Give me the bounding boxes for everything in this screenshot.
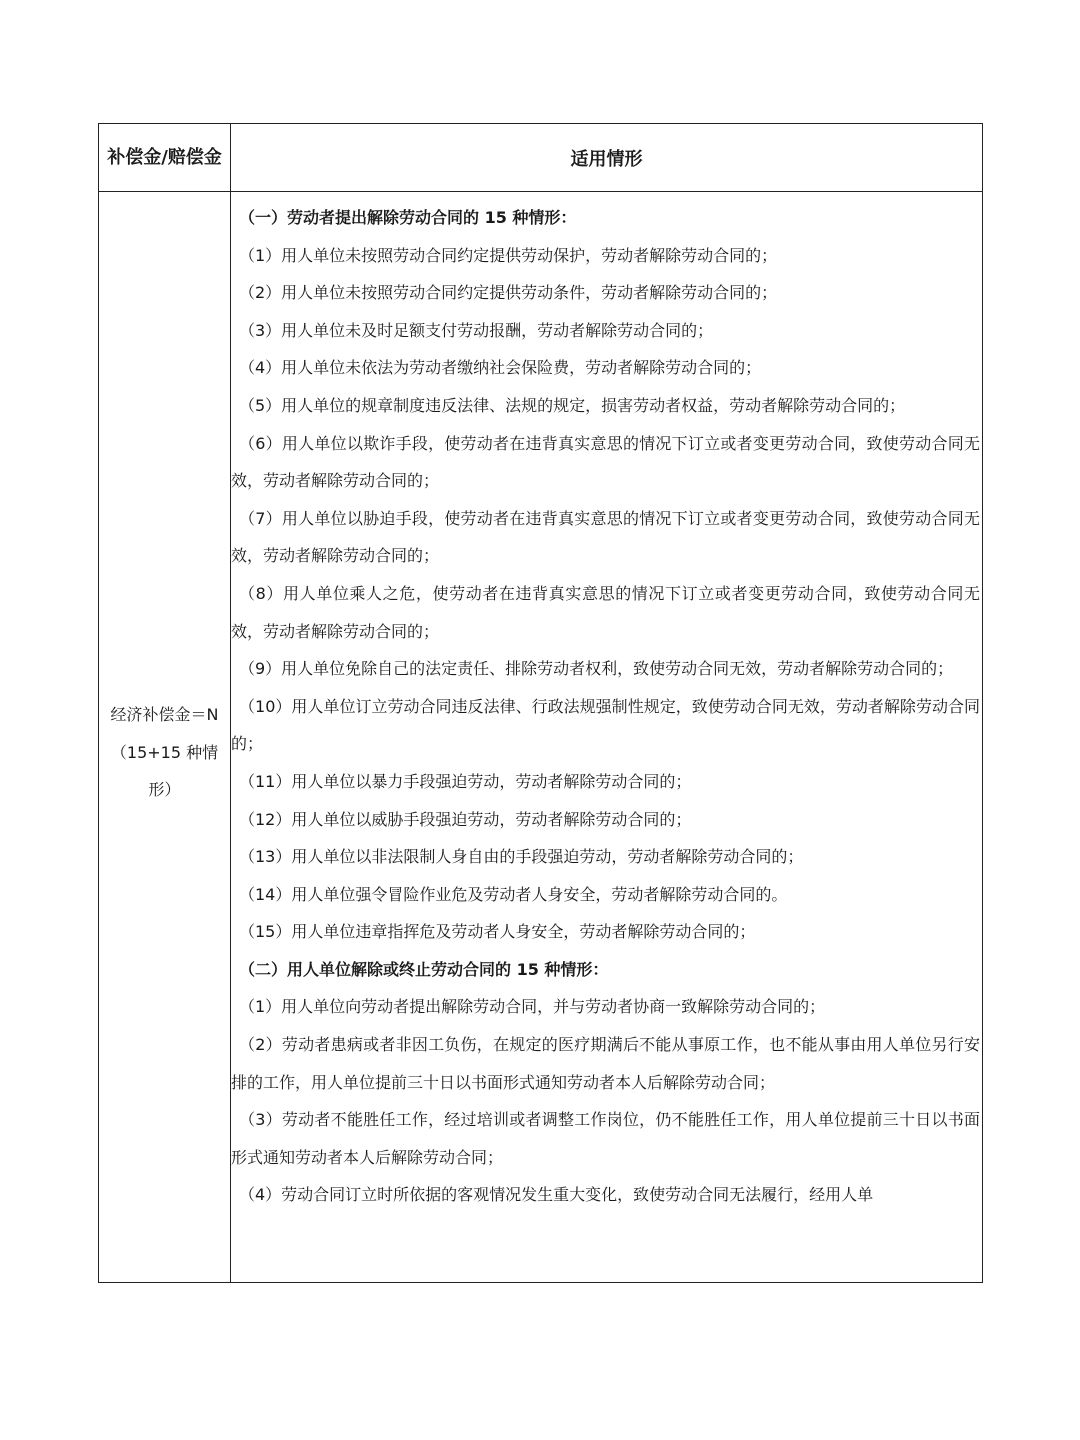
situation-item: （3）劳动者不能胜任工作，经过培训或者调整工作岗位，仍不能胜任工作，用人单位提前三十日以书面形式通知劳动者本人后解除劳动合同； <box>231 1110 980 1167</box>
compensation-table <box>98 123 983 1283</box>
header-row-divider <box>99 191 982 192</box>
situations-cell <box>231 199 980 1214</box>
situation-item: （14）用人单位强令冒险作业危及劳动者人身安全，劳动者解除劳动合同的。 <box>239 884 788 904</box>
situation-item: （11）用人单位以暴力手段强迫劳动，劳动者解除劳动合同的； <box>239 771 692 791</box>
situation-item: （12）用人单位以威胁手段强迫劳动，劳动者解除劳动合同的； <box>239 809 692 829</box>
situation-item: （9）用人单位免除自己的法定责任、排除劳动者权利，致使劳动合同无效，劳动者解除劳动合同的； <box>239 659 954 679</box>
situation-item: （8）用人单位乘人之危，使劳动者在违背真实意思的情况下订立或者变更劳动合同，致使劳动合同无效，劳动者解除劳动合同的； <box>231 583 980 641</box>
situation-item: （13）用人单位以非法限制人身自由的手段强迫劳动，劳动者解除劳动合同的； <box>239 847 804 867</box>
section-heading: （一）劳动者提出解除劳动合同的 15 种情形： <box>239 208 577 227</box>
situation-item: （6）用人单位以欺诈手段，使劳动者在违背真实意思的情况下订立或者变更劳动合同，致使劳动合同无效，劳动者解除劳动合同的； <box>231 433 980 491</box>
situation-item: （2）用人单位未按照劳动合同约定提供劳动条件，劳动者解除劳动合同的； <box>239 283 778 303</box>
situation-item: （15）用人单位违章指挥危及劳动者人身安全，劳动者解除劳动合同的； <box>239 922 756 942</box>
situation-item: （4）劳动合同订立时所依据的客观情况发生重大变化，致使劳动合同无法履行，经用人单 <box>239 1185 874 1205</box>
situation-item: （3）用人单位未及时足额支付劳动报酬，劳动者解除劳动合同的； <box>239 320 714 340</box>
situation-item: （1）用人单位向劳动者提出解除劳动合同，并与劳动者协商一致解除劳动合同的； <box>239 997 826 1017</box>
section-heading: （二）用人单位解除或终止劳动合同的 15 种情形： <box>239 959 609 979</box>
header-applicable-situations: 适用情形 <box>570 148 643 170</box>
situation-item: （7）用人单位以胁迫手段，使劳动者在违背真实意思的情况下订立或者变更劳动合同，致使劳动合同无效，劳动者解除劳动合同的； <box>231 508 980 566</box>
situation-item: （4）用人单位未依法为劳动者缴纳社会保险费，劳动者解除劳动合同的； <box>239 358 762 378</box>
header-compensation-type: 补偿金/赔偿金 <box>107 146 222 168</box>
situation-item: （1）用人单位未按照劳动合同约定提供劳动保护，劳动者解除劳动合同的； <box>239 245 778 265</box>
situation-item: （10）用人单位订立劳动合同违反法律、行政法规强制性规定，致使劳动合同无效，劳动者解除劳动合同的； <box>231 696 980 754</box>
situation-item: （2）劳动者患病或者非因工负伤，在规定的医疗期满后不能从事原工作，也不能从事由用人单位另行安排的工作，用人单位提前三十日以书面形式通知劳动者本人后解除劳动合同； <box>231 1035 980 1092</box>
compensation-type-cell: 经济补偿金＝N（15+15 种情形） <box>110 705 219 799</box>
situation-item: （5）用人单位的规章制度违反法律、法规的规定，损害劳动者权益，劳动者解除劳动合同的； <box>239 395 906 415</box>
